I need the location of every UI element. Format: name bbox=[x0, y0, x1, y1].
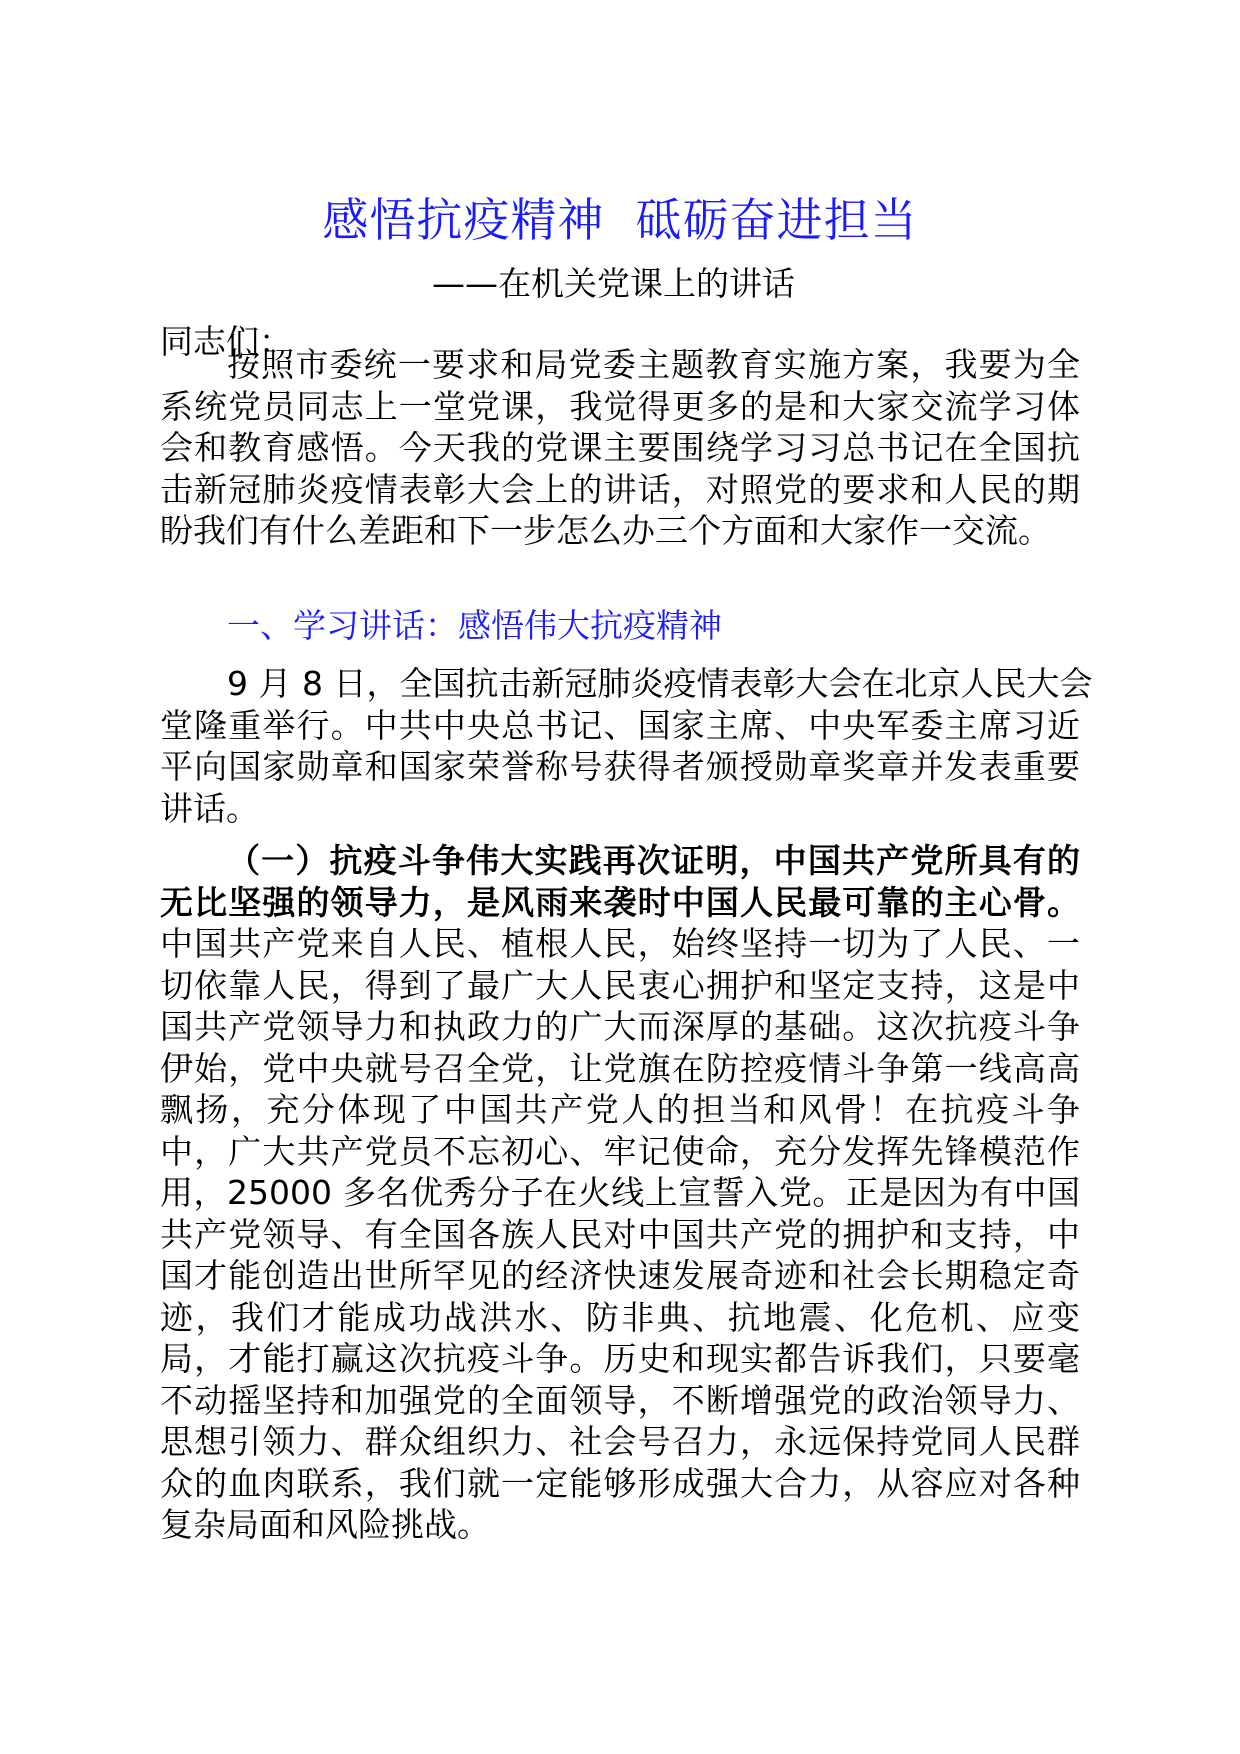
section-heading: 一、学习讲话：感悟伟大抗疫精神 bbox=[227, 606, 722, 645]
paragraph-line: 迹，我们才能成功战洪水、防非典、抗地震、化危机、应变 bbox=[160, 1297, 1080, 1337]
subheading-line: （一）抗疫斗争伟大实践再次证明，中国共产党所具有的 bbox=[227, 841, 1080, 880]
paragraph-line: 9 月 8 日，全国抗击新冠肺炎疫情表彰大会在北京人民大会 bbox=[227, 664, 1093, 703]
document-subtitle: ——在机关党课上的讲话 bbox=[432, 264, 795, 303]
document-title: 感悟抗疫精神 砥砺奋进担当 bbox=[322, 193, 918, 247]
paragraph-line: 思想引领力、群众组织力、社会号召力，永远保持党同人民群 bbox=[160, 1422, 1080, 1461]
salutation: 同志们： bbox=[160, 322, 292, 361]
paragraph-line: 中，广大共产党员不忘初心、牢记使命，充分发挥先锋模范作 bbox=[160, 1131, 1080, 1171]
paragraph-line: 局，才能打赢这次抗疫斗争。历史和现实都告诉我们，只要毫 bbox=[160, 1339, 1080, 1378]
paragraph-line: 击新冠肺炎疫情表彰大会上的讲话，对照党的要求和人民的期 bbox=[160, 469, 1080, 509]
paragraph-line: 国共产党领导力和执政力的广大而深厚的基础。这次抗疫斗争 bbox=[160, 1007, 1080, 1046]
paragraph-line: 盼我们有什么差距和下一步怎么办三个方面和大家作一交流。 bbox=[160, 511, 1051, 550]
paragraph-line: 国才能创造出世所罕见的经济快速发展奇迹和社会长期稳定奇 bbox=[160, 1256, 1080, 1295]
paragraph-line: 按照市委统一要求和局党委主题教育实施方案，我要为全 bbox=[227, 345, 1080, 384]
paragraph-line: 堂隆重举行。中共中央总书记、国家主席、中央军委主席习近 bbox=[160, 705, 1080, 745]
paragraph-line: 复杂局面和风险挑战。 bbox=[160, 1505, 490, 1544]
paragraph-intro bbox=[160, 344, 1080, 552]
paragraph-line: 伊始，党中央就号召全党，让党旗在防控疫情斗争第一线高高 bbox=[160, 1048, 1080, 1088]
subheading-line: 无比坚强的领导力，是风雨来袭时中国人民最可靠的主心骨。 bbox=[160, 882, 1080, 922]
paragraph-line: 不动摇坚持和加强党的全面领导，不断增强党的政治领导力、 bbox=[160, 1380, 1080, 1420]
paragraph-line: 中国共产党来自人民、植根人民，始终坚持一切为了人民、一 bbox=[160, 924, 1080, 963]
paragraph-line: 会和教育感悟。今天我的党课主要围绕学习习总书记在全国抗 bbox=[160, 428, 1080, 467]
paragraph-line: 飘扬，充分体现了中国共产党人的担当和风骨！在抗疫斗争 bbox=[160, 1090, 1080, 1129]
paragraph-leadership bbox=[160, 840, 1080, 1546]
paragraph-event bbox=[160, 663, 1093, 829]
paragraph-line: 切依靠人民，得到了最广大人民衷心拥护和坚定支持，这是中 bbox=[160, 965, 1080, 1005]
paragraph-line: 平向国家勋章和国家荣誉称号获得者颁授勋章奖章并发表重要 bbox=[160, 747, 1080, 786]
paragraph-line: 共产党领导、有全国各族人民对中国共产党的拥护和支持，中 bbox=[160, 1214, 1080, 1254]
paragraph-line: 用，25000 多名优秀分子在火线上宣誓入党。正是因为有中国 bbox=[160, 1173, 1080, 1212]
paragraph-line: 系统党员同志上一堂党课，我觉得更多的是和大家交流学习体 bbox=[160, 386, 1080, 426]
paragraph-line: 讲话。 bbox=[160, 788, 259, 828]
paragraph-line: 众的血肉联系，我们就一定能够形成强大合力，从容应对各种 bbox=[160, 1463, 1080, 1503]
